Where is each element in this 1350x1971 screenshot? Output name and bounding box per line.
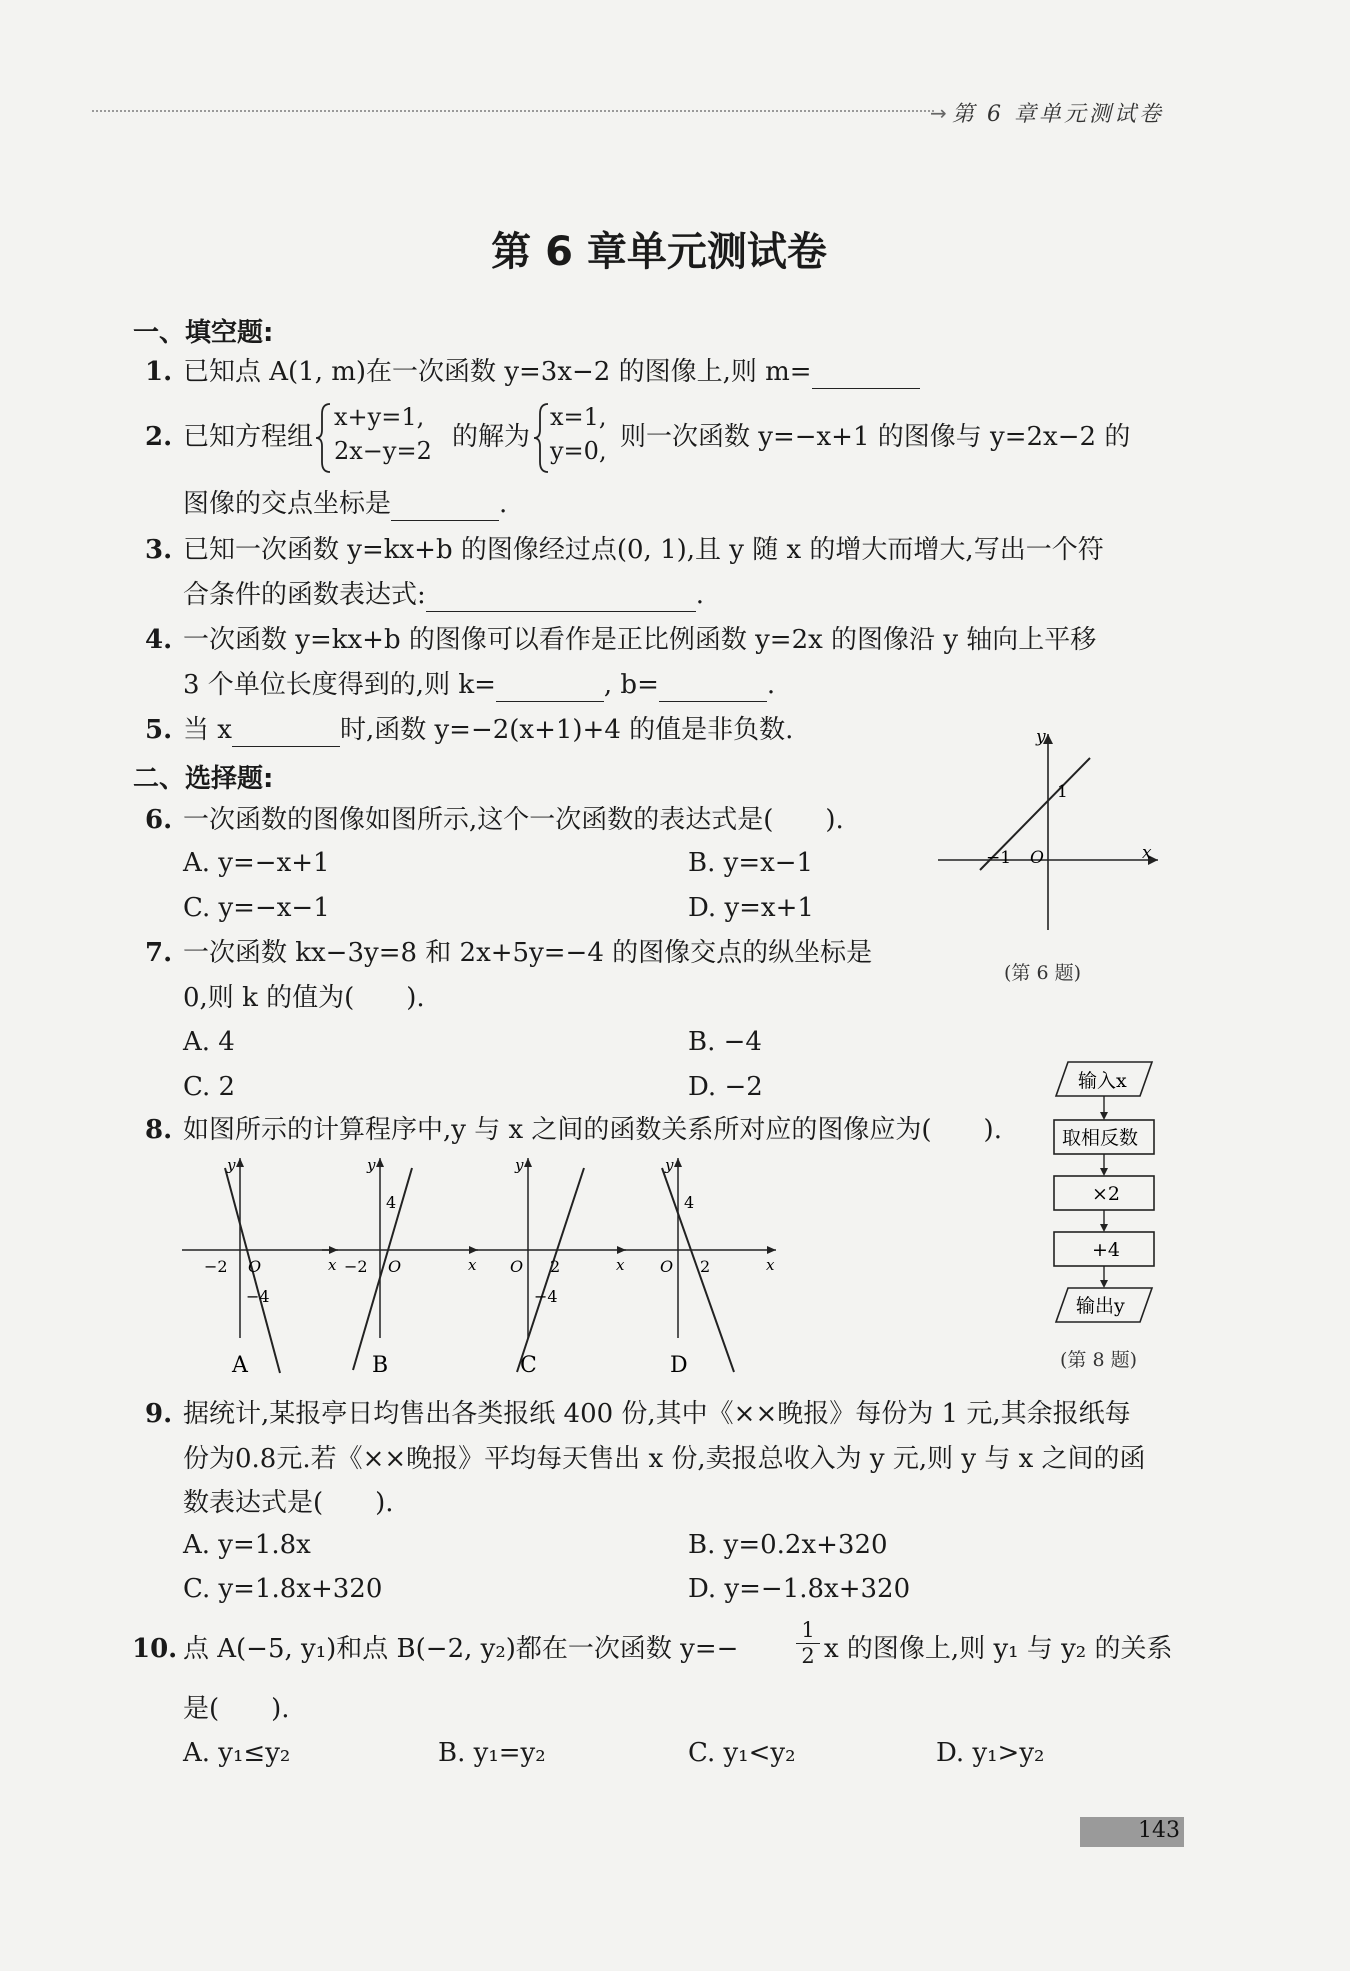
q8-graph-d-y-arrow: [674, 1158, 682, 1167]
q8-graph-a-label-xint: −2: [204, 1257, 228, 1276]
q3-end: .: [695, 580, 705, 610]
q2-line2: [183, 487, 507, 521]
q6-label-1: 1: [1057, 782, 1068, 802]
q8-graph-c-label-o: O: [510, 1257, 524, 1276]
q8-graph-d-label-y: y: [665, 1156, 674, 1174]
q2-sys1-line2: 2x−y=2: [334, 437, 432, 465]
q7-number: 7.: [145, 938, 173, 968]
flow-negate: 取相反数: [1062, 1127, 1139, 1149]
q8-graph-a-label-x: x: [328, 1256, 337, 1274]
q7-line1: 一次函数 kx−3y=8 和 2x+5y=−4 的图像交点的纵坐标是: [183, 938, 873, 968]
q2-blank[interactable]: [391, 492, 499, 521]
q1-stem: 已知点 A(1, m)在一次函数 y=3x−2 的图像上,则 m=: [183, 357, 812, 387]
q3-line2-text: 合条件的函数表达式:: [183, 580, 426, 610]
page-number: 143: [1138, 1818, 1180, 1843]
q4-number: 4.: [145, 625, 173, 655]
q9-option-a[interactable]: A. y=1.8x: [183, 1530, 311, 1560]
q10-fraction: [796, 1618, 820, 1669]
q10-text-a: 点 A(−5, y₁)和点 B(−2, y₂)都在一次函数 y=−: [183, 1634, 739, 1664]
q2-system-1: [334, 400, 432, 468]
q6-label-minus1: −1: [986, 848, 1012, 868]
q8-graph-c-label-xint: 2: [550, 1257, 561, 1276]
q6-figure: [930, 727, 1160, 935]
q9-line2: 份为0.8元.若《××晚报》平均每天售出 x 份,卖报总收入为 y 元,则 y 与 x 之间的函: [183, 1444, 1146, 1474]
flow-output: 输出y: [1076, 1295, 1125, 1317]
q8-graph-d-label-xint: 2: [700, 1257, 711, 1276]
q8-graphs: [204, 1155, 950, 1380]
q2-end: .: [499, 489, 508, 519]
q6-caption: (第 6 题): [1004, 962, 1081, 984]
q8-graph-c-label-x: x: [616, 1256, 625, 1274]
q8-graph-a-y-arrow: [236, 1158, 244, 1167]
q7-option-d[interactable]: D. −2: [688, 1072, 763, 1102]
q4-line1: 一次函数 y=kx+b 的图像可以看作是正比例函数 y=2x 的图像沿 y 轴向上平移: [183, 625, 1097, 655]
q8-graph-c-label: C: [520, 1353, 537, 1378]
q5-text-a: 当 x: [183, 715, 232, 745]
q4-text-k: 3 个单位长度得到的,则 k=: [183, 670, 496, 700]
q4-end: .: [766, 670, 776, 700]
header-dotted-line: [92, 110, 934, 112]
q2-tail: 则一次函数 y=−x+1 的图像与 y=2x−2 的: [620, 422, 1131, 452]
q7-option-a[interactable]: A. 4: [183, 1027, 235, 1057]
q10-frac-denominator: 2: [796, 1643, 820, 1669]
q8-graph-a-label: A: [232, 1353, 248, 1378]
q2-system-2: [550, 400, 607, 468]
q8-graph-b-label-y: y: [367, 1156, 376, 1174]
q6-label-o: O: [1030, 848, 1044, 868]
q8-caption: (第 8 题): [1060, 1349, 1137, 1371]
q8-graph-d-label-yint: 4: [684, 1193, 695, 1212]
q10-option-b[interactable]: B. y₁=y₂: [438, 1738, 546, 1768]
q7-option-c[interactable]: C. 2: [183, 1072, 236, 1102]
flow-times2: ×2: [1092, 1183, 1121, 1205]
section-choice: 二、选择题:: [133, 764, 274, 794]
q8-text: 如图所示的计算程序中,y 与 x 之间的函数关系所对应的图像应为( ).: [183, 1115, 1002, 1145]
q8-graph-b-label-x: x: [468, 1256, 477, 1274]
q4-blank-b[interactable]: [659, 673, 767, 702]
q2-sys1-line1: x+y=1,: [334, 403, 425, 431]
q6-option-b[interactable]: B. y=x−1: [688, 848, 814, 878]
brace-icon: [314, 402, 332, 474]
q10-text-b: x 的图像上,则 y₁ 与 y₂ 的关系: [824, 1634, 1173, 1664]
q8-graph-a-label-o: O: [248, 1257, 262, 1276]
q10-option-a[interactable]: A. y₁≤y₂: [183, 1738, 291, 1768]
q8-graph-c-y-arrow: [524, 1158, 532, 1167]
q8-graph-c-label-yint: −4: [534, 1287, 558, 1306]
q5-text: [183, 713, 793, 747]
q10-frac-numerator: 1: [801, 1618, 815, 1642]
q3-blank[interactable]: [426, 583, 696, 612]
q8-graph-b-label-yint: 4: [386, 1193, 397, 1212]
q2-number: 2.: [145, 422, 173, 452]
q3-number: 3.: [145, 535, 173, 565]
q8-graph-d-label-x: x: [766, 1256, 775, 1274]
arrow-icon: →: [930, 101, 947, 125]
q9-line3: 数表达式是( ).: [183, 1488, 394, 1518]
q6-label-y: y: [1036, 727, 1046, 747]
q1-number: 1.: [145, 357, 173, 387]
q2-mid: 的解为: [452, 422, 531, 452]
q8-graph-c-label-y: y: [515, 1156, 524, 1174]
q8-graph-a-label-yint: −4: [246, 1287, 270, 1306]
page-title: 第 6 章单元测试卷: [491, 229, 827, 275]
q6-text: 一次函数的图像如图所示,这个一次函数的表达式是( ).: [183, 805, 844, 835]
q5-blank[interactable]: [232, 718, 340, 747]
q10-option-d[interactable]: D. y₁>y₂: [936, 1738, 1045, 1768]
q8-flowchart: [1040, 1050, 1170, 1345]
q1-text: [183, 355, 920, 389]
q8-graph-b-label: B: [372, 1353, 389, 1378]
q5-number: 5.: [145, 715, 173, 745]
flow-input: 输入x: [1078, 1070, 1127, 1092]
q8-graph-b-label-o: O: [388, 1257, 402, 1276]
q8-graph-b-label-xint: −2: [344, 1257, 368, 1276]
q5-text-b: 时,函数 y=−2(x+1)+4 的值是非负数.: [339, 715, 794, 745]
q6-option-a[interactable]: A. y=−x+1: [183, 848, 330, 878]
q3-line2: [183, 578, 704, 612]
q7-option-b[interactable]: B. −4: [688, 1027, 762, 1057]
q6-label-x: x: [1142, 843, 1152, 863]
q10-line2: 是( ).: [183, 1694, 290, 1724]
q8-number: 8.: [145, 1115, 173, 1145]
q9-number: 9.: [145, 1399, 173, 1429]
q3-line1: 已知一次函数 y=kx+b 的图像经过点(0, 1),且 y 随 x 的增大而增大,写出一个符: [183, 535, 1104, 565]
running-header: 第 6 章单元测试卷: [952, 102, 1164, 127]
q4-blank-k[interactable]: [496, 673, 604, 702]
q9-option-b[interactable]: B. y=0.2x+320: [688, 1530, 888, 1560]
q4-line2: [183, 668, 775, 702]
brace-icon: [532, 402, 550, 474]
q2-sys2-line2: y=0,: [550, 437, 607, 465]
q6-option-c[interactable]: C. y=−x−1: [183, 893, 330, 923]
q9-option-c[interactable]: C. y=1.8x+320: [183, 1574, 383, 1604]
q4-text-b: , b=: [603, 670, 659, 700]
q7-line2: 0,则 k 的值为( ).: [183, 983, 425, 1013]
q2-line2-text: 图像的交点坐标是: [183, 489, 392, 519]
q8-graph-a-label-y: y: [227, 1156, 236, 1174]
section-fill: 一、填空题:: [133, 318, 274, 348]
q10-number: 10.: [132, 1634, 178, 1664]
q8-graph-d-label-o: O: [660, 1257, 674, 1276]
q9-line1: 据统计,某报亭日均售出各类报纸 400 份,其中《××晚报》每份为 1 元,其余报纸每: [183, 1399, 1131, 1429]
q9-option-d[interactable]: D. y=−1.8x+320: [688, 1574, 911, 1604]
q2-lead: 已知方程组: [183, 422, 314, 452]
q10-option-c[interactable]: C. y₁<y₂: [688, 1738, 796, 1768]
q6-number: 6.: [145, 805, 173, 835]
q8-graph-d-x-arrow: [767, 1246, 776, 1254]
flow-plus4: +4: [1092, 1239, 1121, 1261]
q1-blank[interactable]: [812, 360, 920, 389]
q2-sys2-line1: x=1,: [550, 403, 607, 431]
q6-option-d[interactable]: D. y=x+1: [688, 893, 814, 923]
q8-graph-d-label: D: [670, 1353, 688, 1378]
q8-graph-b-y-arrow: [376, 1158, 384, 1167]
